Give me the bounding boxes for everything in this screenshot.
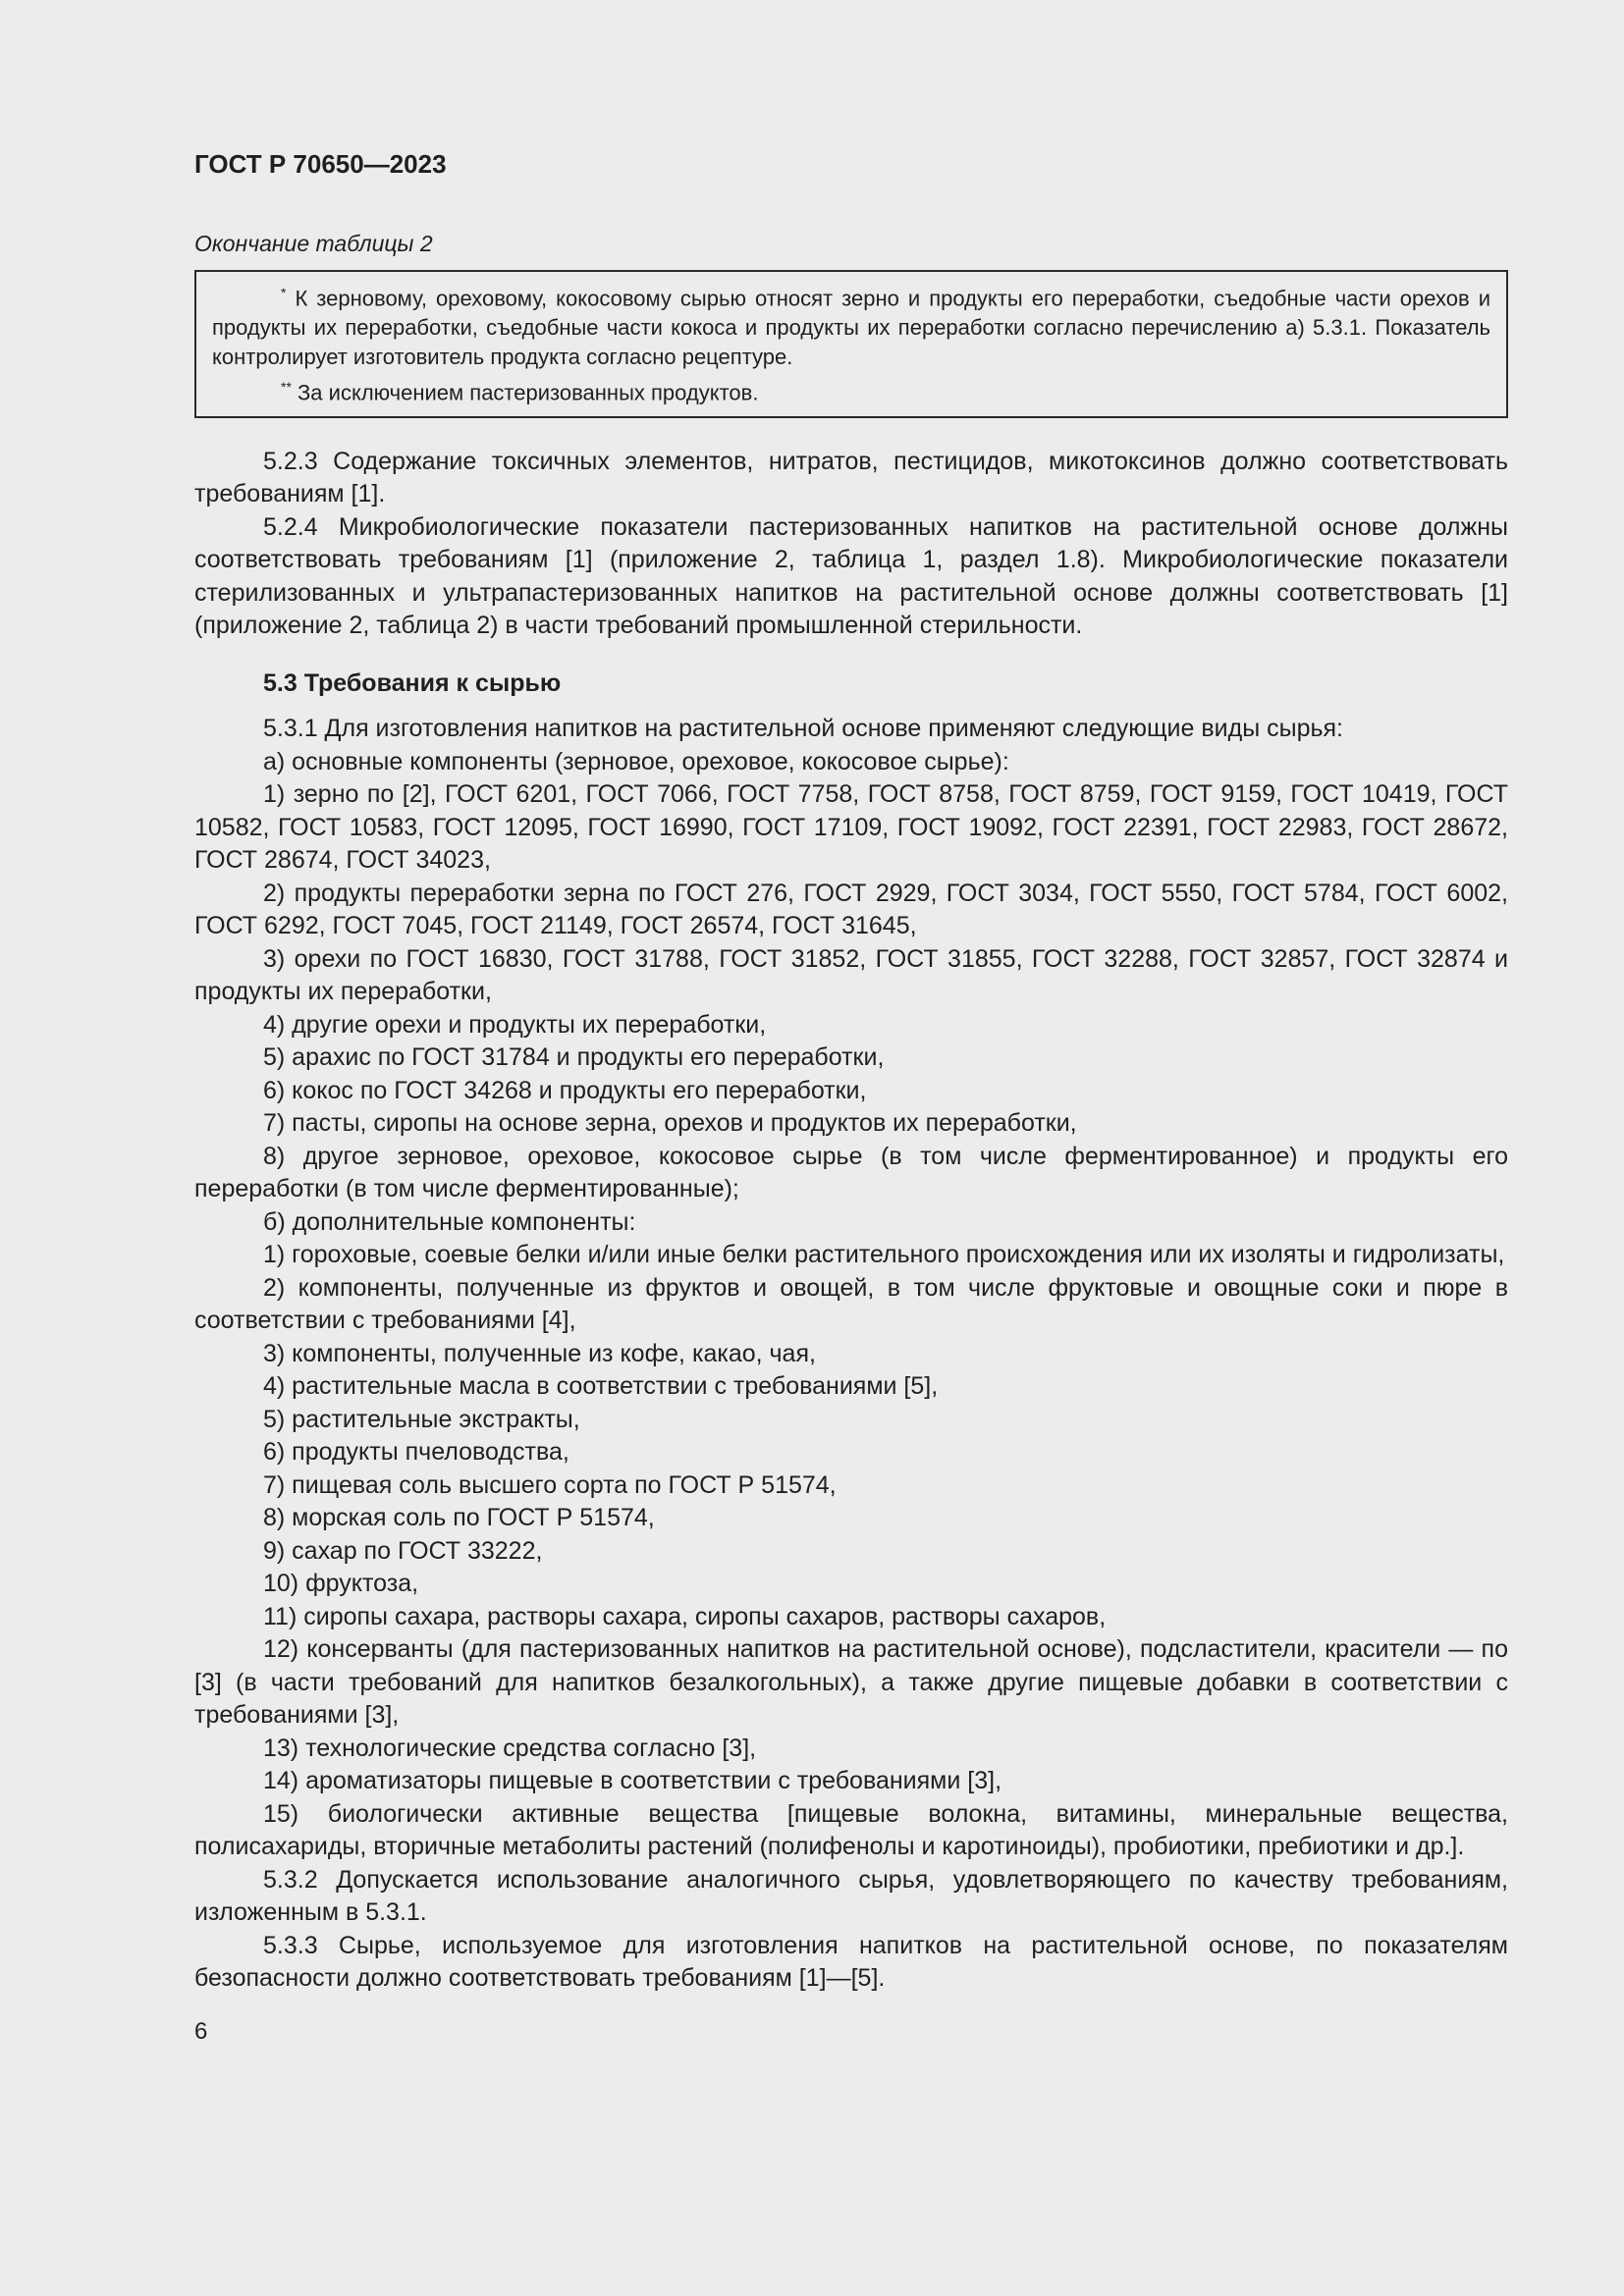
list-heading-a: а) основные компоненты (зерновое, ореховое, кокосовое сырье):	[263, 747, 1009, 775]
paragraph-5-3-1: 5.3.1 Для изготовления напитков на растительной основе применяют следующие виды сырья:	[263, 715, 1343, 743]
table-note-1	[212, 278, 1490, 372]
note-2-text: За исключением пастеризованных продуктов.	[291, 380, 759, 405]
list-item-b2: 2) компоненты, полученные из фруктов и овощей, в том числе фруктовые и овощные соки и пюре в соответствии с требованиями [4],	[194, 1273, 1508, 1335]
list-item-b12: 12) консерванты (для пастеризованных напитков на растительной основе), подсластители, красители — по [3] (в части требований для напитков безалкогольных), а также другие пищевые добавки в соответствии с требованиями [3],	[194, 1635, 1508, 1730]
document-id-header: ГОСТ Р 70650—2023	[194, 149, 447, 179]
list-item-b6: 6) продукты пчеловодства,	[263, 1438, 569, 1467]
list-item-b10: 10) фруктоза,	[263, 1570, 419, 1598]
section-heading-5-3: 5.3 Требования к сырью	[263, 668, 562, 697]
list-item-a7: 7) пасты, сиропы на основе зерна, орехов и продуктов их переработки,	[263, 1109, 1077, 1138]
list-item-a2: 2) продукты переработки зерна по ГОСТ 276, ГОСТ 2929, ГОСТ 3034, ГОСТ 5550, ГОСТ 5784, ГОСТ 6002, ГОСТ 6292, ГОСТ 7045, ГОСТ 21149, ГОСТ 26574, ГОСТ 31645,	[194, 879, 1508, 940]
list-item-b8: 8) морская соль по ГОСТ Р 51574,	[263, 1504, 655, 1532]
list-item-a4: 4) другие орехи и продукты их переработки,	[263, 1010, 767, 1039]
list-item-b9: 9) сахар по ГОСТ 33222,	[263, 1536, 543, 1565]
note-2-mark: **	[281, 379, 292, 396]
list-item-b5: 5) растительные экстракты,	[263, 1405, 580, 1433]
list-item-a3: 3) орехи по ГОСТ 16830, ГОСТ 31788, ГОСТ 31852, ГОСТ 31855, ГОСТ 32288, ГОСТ 32857, ГОСТ 32874 и продукты их переработки,	[194, 944, 1508, 1006]
page-number: 6	[194, 2017, 208, 2045]
paragraph-5-2-3: 5.2.3 Содержание токсичных элементов, нитратов, пестицидов, микотоксинов должно соответствовать требованиям [1].	[194, 447, 1508, 508]
list-item-b3: 3) компоненты, полученные из кофе, какао, чая,	[263, 1339, 816, 1367]
document-body	[194, 446, 1508, 1996]
table-continuation-caption: Окончание таблицы 2	[194, 231, 433, 256]
document-page	[194, 147, 1508, 2047]
list-item-b1: 1) гороховые, соевые белки и/или иные белки растительного происхождения или их изоляты и гидролизаты,	[263, 1241, 1505, 1269]
list-item-a8: 8) другое зерновое, ореховое, кокосовое сырье (в том числе ферментированное) и продукты его переработки (в том числе ферментированные);	[194, 1142, 1508, 1203]
list-item-b15: 15) биологически активные вещества [пищевые волокна, витамины, минеральные вещества, полисахариды, вторичные метаболиты растений (полифенолы и каротиноиды), пробиотики, пребиотики и др.].	[194, 1799, 1508, 1861]
list-item-b4: 4) растительные масла в соответствии с требованиями [5],	[263, 1372, 939, 1401]
paragraph-5-3-3: 5.3.3 Сырье, используемое для изготовления напитков на растительной основе, по показателям безопасности должно соответствовать требованиям [1]—[5].	[194, 1931, 1508, 1993]
list-item-a1: 1) зерно по [2], ГОСТ 6201, ГОСТ 7066, ГОСТ 7758, ГОСТ 8758, ГОСТ 8759, ГОСТ 9159, ГОСТ 10419, ГОСТ 10582, ГОСТ 10583, ГОСТ 12095, ГОСТ 16990, ГОСТ 17109, ГОСТ 19092, ГОСТ 22391, ГОСТ 22983, ГОСТ 28672, ГОСТ 28674, ГОСТ 34023,	[194, 780, 1508, 875]
note-1-mark: *	[281, 285, 287, 300]
paragraph-5-3-2: 5.3.2 Допускается использование аналогичного сырья, удовлетворяющего по качеству требованиям, изложенным в 5.3.1.	[194, 1865, 1508, 1927]
paragraph-5-2-4: 5.2.4 Микробиологические показатели пастеризованных напитков на растительной основе должны соответствовать требованиям [1] (приложение 2, таблица 1, раздел 1.8). Микробиологические показатели стерилизованных и ультрапастеризованных напитков на растительной основе должны соответствовать [1] (приложение 2, таблица 2) в части требований промышленной стерильности.	[194, 512, 1508, 640]
list-item-a6: 6) кокос по ГОСТ 34268 и продукты его переработки,	[263, 1076, 867, 1104]
list-item-b14: 14) ароматизаторы пищевые в соответствии с требованиями [3],	[263, 1767, 1002, 1795]
list-item-b7: 7) пищевая соль высшего сорта по ГОСТ Р 51574,	[263, 1470, 837, 1499]
list-item-a5: 5) арахис по ГОСТ 31784 и продукты его переработки,	[263, 1043, 885, 1072]
list-heading-b: б) дополнительные компоненты:	[263, 1207, 636, 1236]
table-notes-box	[194, 270, 1508, 418]
note-1-text: К зерновому, ореховому, кокосовому сырью относят зерно и продукты его переработки, съедобные части орехов и продукты их переработки, съедобные части кокоса и продукты их переработки согласно перечислению а) 5.3.1. Показатель контролирует изготовитель продукта согласно рецептуре.	[212, 286, 1490, 370]
table-note-2	[212, 372, 1490, 407]
list-item-b11: 11) сиропы сахара, растворы сахара, сиропы сахаров, растворы сахаров,	[263, 1602, 1107, 1630]
list-item-b13: 13) технологические средства согласно [3],	[263, 1734, 757, 1762]
